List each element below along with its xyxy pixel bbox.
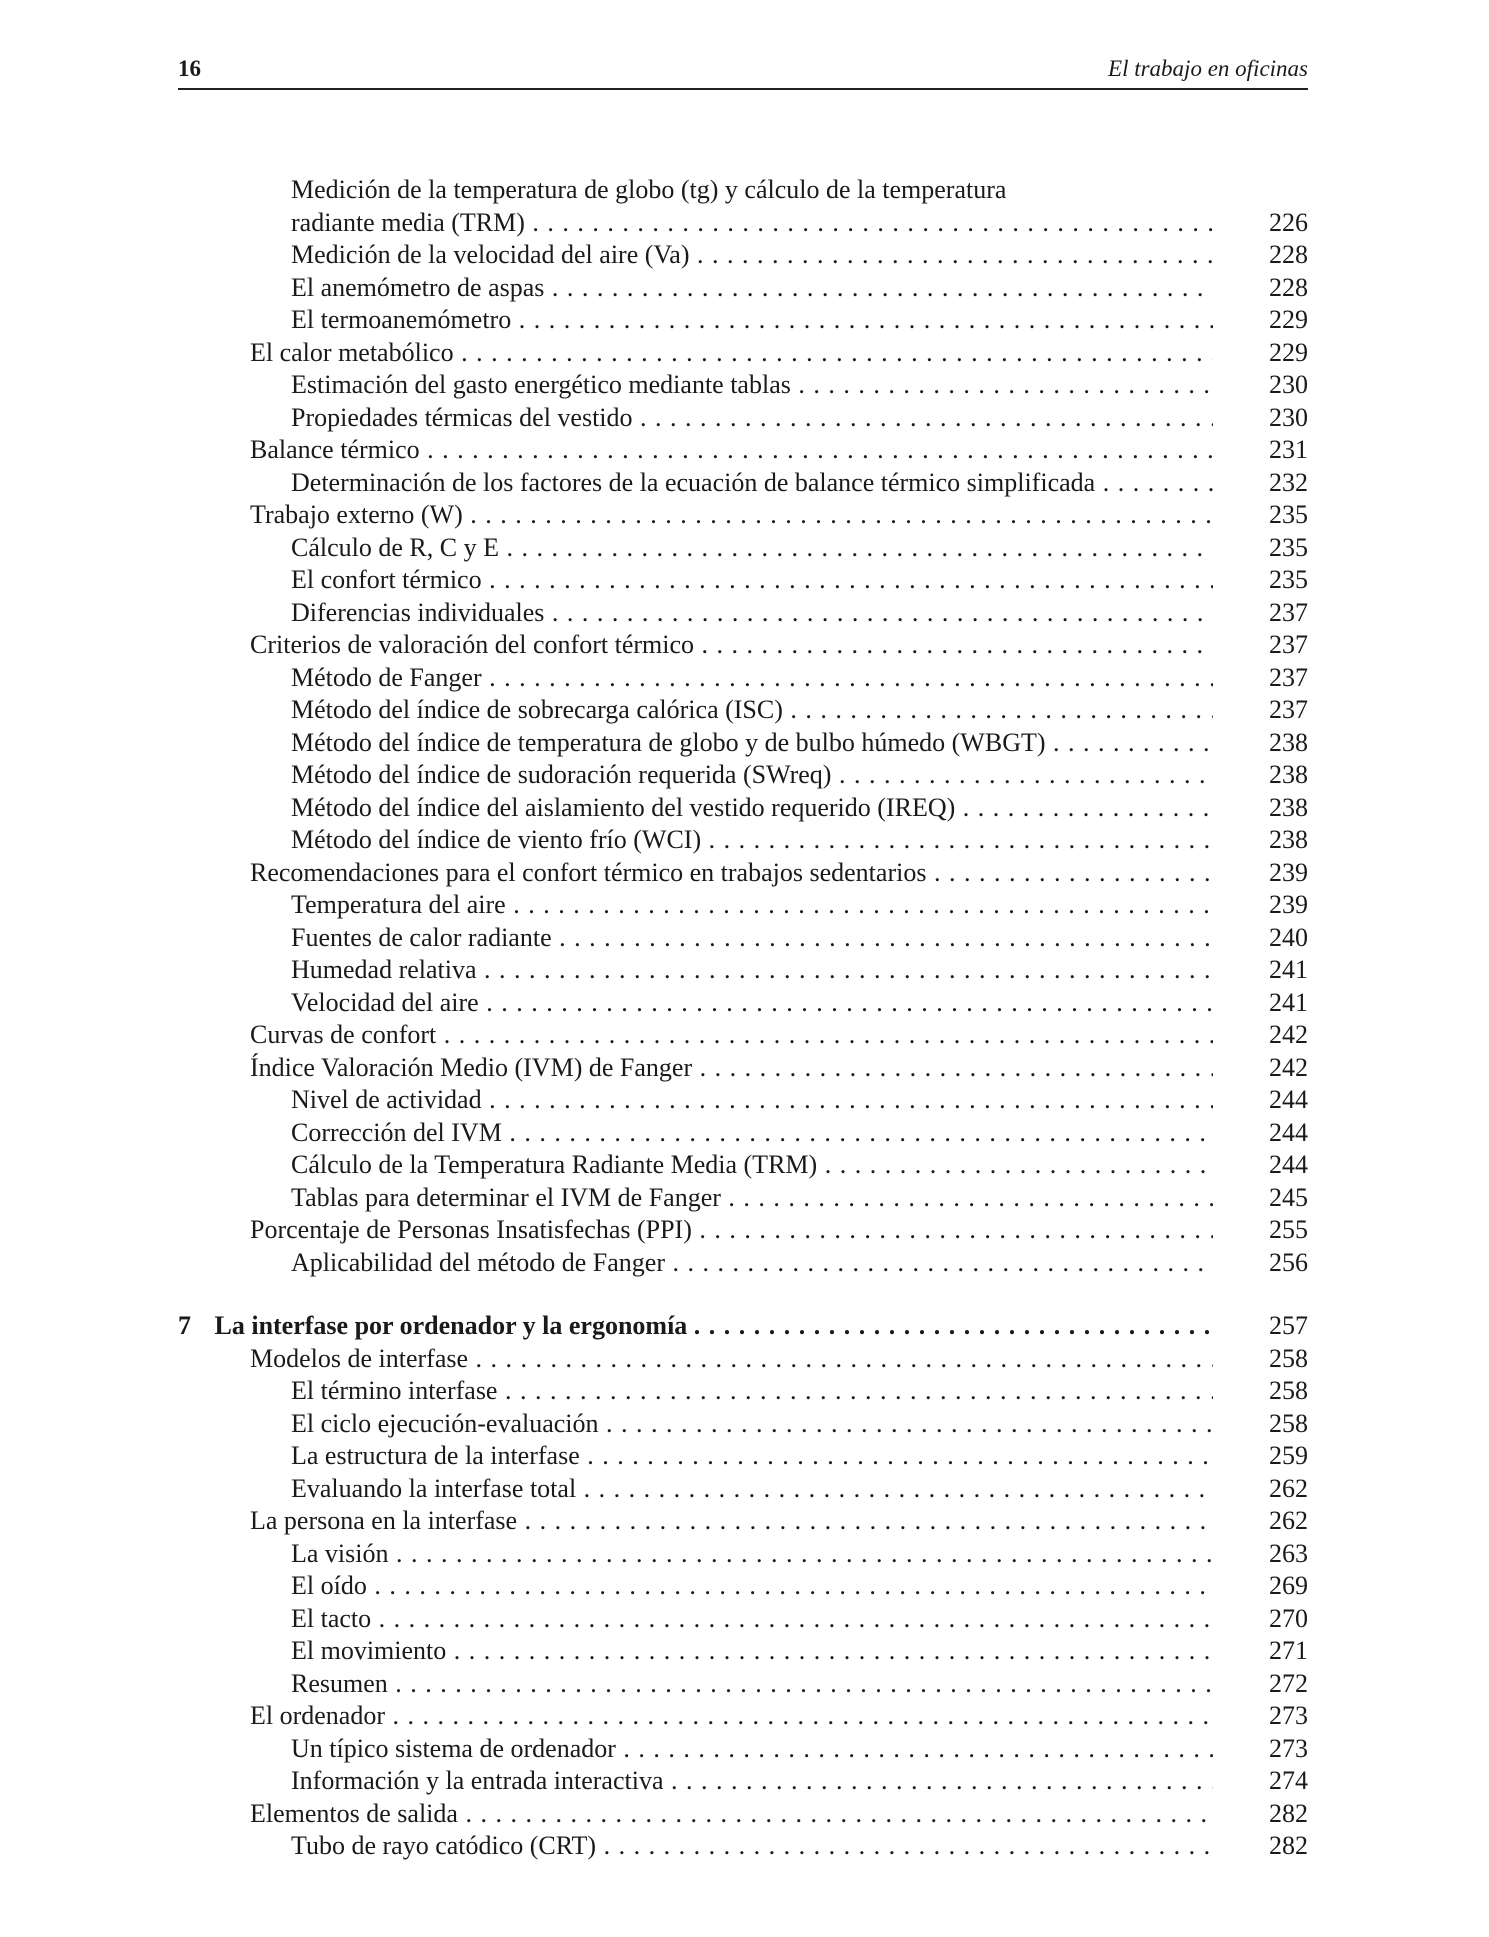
toc-entry[interactable] [178,1603,1308,1636]
toc-entry-title: Tablas para determinar el IVM de Fanger [291,1182,721,1212]
toc-entry[interactable] [178,1343,1308,1376]
toc-entry-page: 274 [1269,1766,1308,1795]
toc-entry-title: Método del índice de viento frío (WCI) [291,825,702,854]
toc-entry[interactable] [178,1733,1308,1766]
toc-entry-title: Modelos de interfase [250,1343,469,1373]
toc-entry[interactable] [178,1830,1308,1863]
toc-entry-title: Velocidad del aire [291,987,479,1017]
toc-entry-page: 238 [1269,760,1308,789]
toc-section-chapter-6 [178,174,1308,1279]
page-number: 16 [178,56,201,81]
toc-entry-page: 269 [1269,1571,1308,1600]
toc-entry[interactable] [178,1668,1308,1701]
toc-entry-page: 228 [1269,240,1308,269]
toc-entry-title: El ordenador [250,1701,386,1730]
toc-entry-title: Balance térmico [250,435,420,464]
toc-entry-title: Método del índice de temperatura de globo y de bulbo húmedo (WBGT) [291,727,1046,757]
toc-entry-page: 244 [1269,1117,1308,1147]
toc-entry[interactable] [178,1570,1308,1603]
toc-entry-page: 230 [1269,402,1308,432]
toc-entry[interactable] [178,402,1308,435]
toc-entry[interactable] [178,1408,1308,1441]
toc-entry-page: 237 [1269,630,1308,659]
toc-entry-page: 262 [1269,1473,1308,1503]
toc-entry[interactable] [178,467,1308,500]
table-of-contents [178,174,1308,1863]
toc-entry-title: Medición de la velocidad del aire (Va) [291,240,690,269]
running-title: El trabajo en oficinas [1108,56,1308,81]
toc-entry-page: 239 [1269,857,1308,887]
toc-entry[interactable] [178,1798,1308,1831]
toc-entry-title: Método del índice de sudoración requerida (SWreq) [291,760,832,789]
toc-entry-page: 244 [1269,1085,1308,1114]
toc-entry-page: 282 [1269,1831,1308,1860]
toc-entry[interactable] [178,1538,1308,1571]
chapter-title: La interfase por ordenador y la ergonomía [214,1311,688,1340]
toc-entry-page: 258 [1269,1343,1308,1373]
toc-entry-title: Humedad relativa [291,955,477,984]
toc-entry-page: 235 [1269,565,1308,594]
toc-entry-page: 258 [1269,1376,1308,1405]
toc-entry-title: Método del índice de sobrecarga calórica (ISC) [291,695,783,724]
toc-entry[interactable] [178,922,1308,955]
toc-entry-title: Temperatura del aire [291,890,506,919]
toc-entry-title: Resumen [291,1668,388,1698]
toc-entry-page: 259 [1269,1441,1308,1470]
toc-entry-title: Tubo de rayo catódico (CRT) [291,1831,597,1860]
toc-entry-title: Medición de la temperatura de globo (tg) y cálculo de la temperatura [291,175,1007,204]
toc-entry-title: Porcentaje de Personas Insatisfechas (PPI) [250,1215,692,1244]
toc-entry-page: 273 [1269,1701,1308,1730]
toc-entry-title: Elementos de salida [250,1798,458,1828]
toc-entry-page: 228 [1269,272,1308,302]
toc-entry[interactable] [178,337,1308,370]
toc-entry[interactable] [178,694,1308,727]
toc-entry-page: 232 [1269,467,1308,497]
toc-entry[interactable] [178,272,1308,305]
toc-entry-page: 237 [1269,695,1308,724]
toc-entry-page: 262 [1269,1506,1308,1535]
toc-entry-title: Cálculo de R, C y E [291,532,499,562]
toc-entry[interactable] [178,239,1308,272]
toc-entry[interactable] [178,1149,1308,1182]
toc-entry-page: 272 [1269,1668,1308,1698]
toc-entry-title: radiante media (TRM) [291,207,525,237]
toc-entry-title: El confort térmico [291,565,482,594]
toc-entry[interactable] [178,1635,1308,1668]
toc-entry-title: La visión [291,1538,389,1568]
toc-entry[interactable] [178,499,1308,532]
toc-entry-page: 235 [1269,532,1308,562]
toc-entry-page: 241 [1269,955,1308,984]
toc-entry-title: Diferencias individuales [291,597,545,627]
toc-entry-page: 231 [1269,435,1308,464]
toc-entry-page: 241 [1269,987,1308,1017]
page-header [178,56,1308,90]
toc-entry-page: 230 [1269,370,1308,399]
toc-entry-title: Un típico sistema de ordenador [291,1733,616,1763]
toc-entry-page: 229 [1269,305,1308,334]
toc-entry-title: El calor metabólico [250,337,454,367]
toc-entry[interactable] [178,1375,1308,1408]
toc-entry-title: Propiedades térmicas del vestido [291,402,633,432]
toc-entry-title: Cálculo de la Temperatura Radiante Media (TRM) [291,1150,818,1179]
toc-entry-page: 240 [1269,922,1308,952]
toc-entry-page: 271 [1269,1636,1308,1665]
toc-entry[interactable] [178,304,1308,337]
toc-entry-page: 255 [1269,1215,1308,1244]
toc-entry-page: 263 [1269,1538,1308,1568]
toc-entry[interactable] [178,532,1308,565]
toc-entry-title: El ciclo ejecución-evaluación [291,1408,599,1438]
toc-entry[interactable] [178,1052,1308,1085]
toc-entry-page: 238 [1269,727,1308,757]
toc-entry[interactable] [178,207,1308,240]
toc-entry-title: El tacto [291,1603,372,1633]
toc-entry[interactable] [178,1214,1308,1247]
toc-entry-title: El oído [291,1571,367,1600]
toc-entry-page: 270 [1269,1603,1308,1633]
toc-entry[interactable] [178,1084,1308,1117]
toc-entry[interactable] [178,564,1308,597]
toc-entry-title: Aplicabilidad del método de Fanger [291,1247,666,1277]
toc-entry[interactable] [178,987,1308,1020]
toc-entry-title: Método del índice del aislamiento del vestido requerido (IREQ) [291,792,956,822]
toc-entry-title: Criterios de valoración del confort térmico [250,630,695,659]
toc-entry[interactable] [178,1765,1308,1798]
toc-entry-page: 256 [1269,1247,1308,1277]
toc-entry-title: Curvas de confort [250,1020,437,1049]
toc-entry[interactable] [178,174,1308,207]
toc-entry-title: El término interfase [291,1376,498,1405]
toc-entry-page: 258 [1269,1408,1308,1438]
toc-entry-title: Trabajo externo (W) [250,500,463,529]
toc-entry-title: El movimiento [291,1636,447,1665]
toc-entry[interactable] [178,727,1308,760]
toc-entry[interactable] [178,759,1308,792]
toc-entry[interactable] [178,629,1308,662]
toc-entry[interactable] [178,857,1308,890]
chapter-page: 257 [1269,1311,1308,1340]
toc-entry[interactable] [178,597,1308,630]
toc-entry-title: El anemómetro de aspas [291,272,545,302]
toc-entry-title: Fuentes de calor radiante [291,922,552,952]
toc-entry-page: 229 [1269,337,1308,367]
toc-section-chapter-7 [178,1343,1308,1863]
toc-entry-title: Evaluando la interfase total [291,1473,577,1503]
toc-entry[interactable] [178,1700,1308,1733]
toc-entry[interactable] [178,824,1308,857]
toc-entry[interactable] [178,434,1308,467]
toc-entry-page: 282 [1269,1798,1308,1828]
toc-entry-page: 244 [1269,1150,1308,1179]
toc-entry-title: Nivel de actividad [291,1085,482,1114]
toc-entry-page: 226 [1269,207,1308,237]
toc-entry-page: 235 [1269,500,1308,529]
toc-entry[interactable] [178,792,1308,825]
toc-chapter-entry[interactable] [178,1310,1308,1343]
toc-entry[interactable] [178,369,1308,402]
toc-entry-title: Índice Valoración Medio (IVM) de Fanger [250,1052,693,1082]
toc-entry-title: Determinación de los factores de la ecuación de balance térmico simplificada [291,467,1096,497]
toc-entry[interactable] [178,1182,1308,1215]
toc-entry-title: Información y la entrada interactiva [291,1766,664,1795]
toc-entry[interactable] [178,1505,1308,1538]
toc-entry-title: Estimación del gasto energético mediante tablas [291,370,791,399]
toc-entry[interactable] [178,1019,1308,1052]
toc-entry-page: 238 [1269,792,1308,822]
toc-entry-page: 237 [1269,597,1308,627]
toc-entry[interactable] [178,1440,1308,1473]
toc-entry-page: 242 [1269,1020,1308,1049]
toc-entry-page: 245 [1269,1182,1308,1212]
toc-entry-title: Recomendaciones para el confort térmico en trabajos sedentarios [250,857,927,887]
toc-entry-title: Corrección del IVM [291,1117,502,1147]
chapter-number: 7 [178,1311,191,1340]
toc-entry-page: 237 [1269,662,1308,692]
toc-entry-page: 273 [1269,1733,1308,1763]
toc-entry-title: El termoanemómetro [291,305,512,334]
toc-entry-page: 238 [1269,825,1308,854]
toc-entry[interactable] [178,954,1308,987]
toc-entry[interactable] [178,1247,1308,1280]
toc-entry[interactable] [178,1117,1308,1150]
toc-entry-title: La estructura de la interfase [291,1441,580,1470]
toc-entry-page: 239 [1269,890,1308,919]
toc-entry-title: La persona en la interfase [250,1506,518,1535]
toc-entry-page: 242 [1269,1052,1308,1082]
toc-entry[interactable] [178,889,1308,922]
toc-entry-title: Método de Fanger [291,662,482,692]
toc-entry[interactable] [178,662,1308,695]
toc-entry[interactable] [178,1473,1308,1506]
